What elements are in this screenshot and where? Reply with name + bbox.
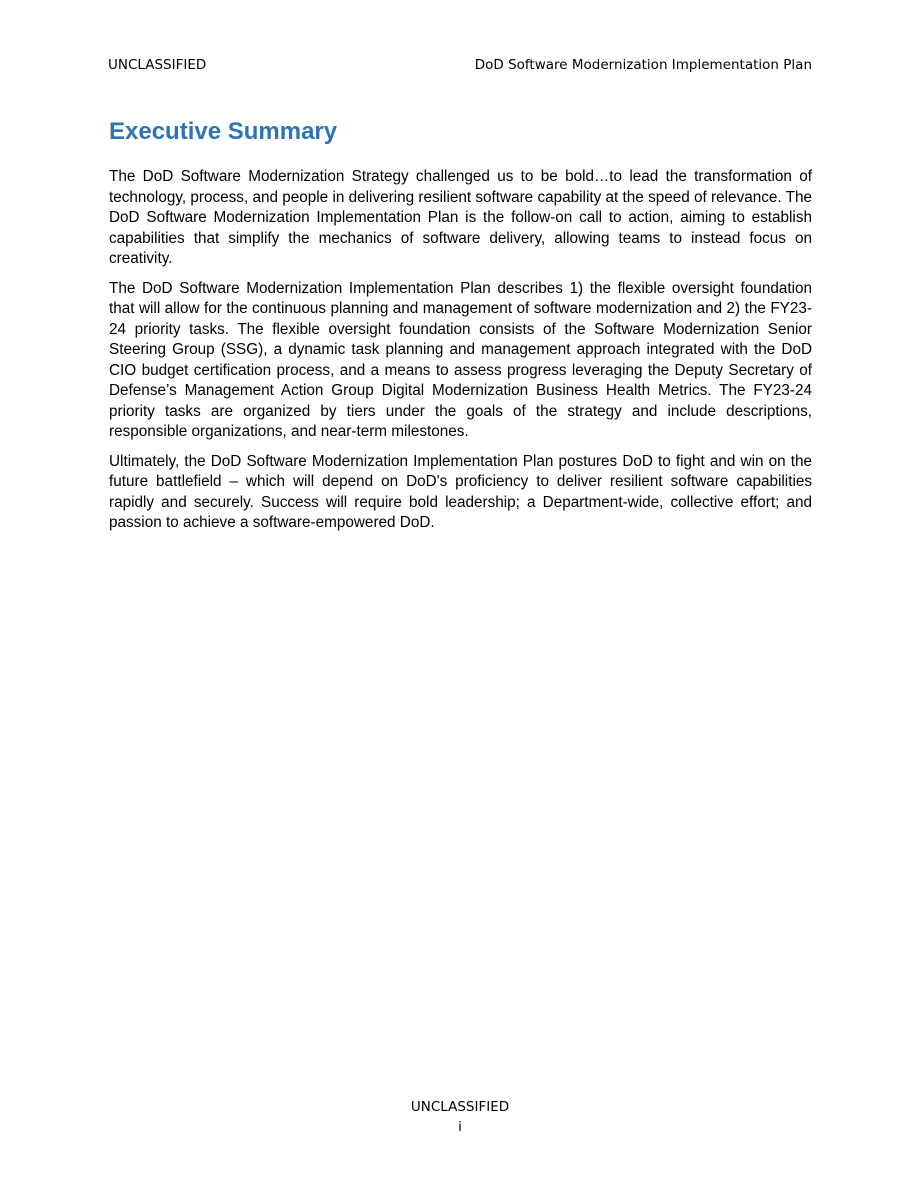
header-classification: UNCLASSIFIED — [108, 57, 207, 73]
running-header — [108, 56, 812, 74]
body-paragraph-3: Ultimately, the DoD Software Modernization Implementation Plan postures DoD to fight and win on the future battlefield – which will depend on DoD's proficiency to deliver resilient software capabilities rapidly and securely. Success will require bold leadership; a Department-wide, collective effort; and passion to achieve a software-empowered DoD. — [109, 452, 812, 531]
section-title: Executive Summary — [109, 118, 338, 145]
footer-classification: UNCLASSIFIED — [410, 1099, 510, 1115]
header-document-title: DoD Software Modernization Implementation Plan — [474, 57, 812, 73]
body-paragraph-1: The DoD Software Modernization Strategy challenged us to be bold…to lead the transformation of technology, process, and people in delivering resilient software capability at the speed of relevance. The DoD Software Modernization Implementation Plan is the follow-on call to action, aiming to establish capabilities that simplify the mechanics of software delivery, allowing teams to instead focus on creativity. — [109, 168, 812, 267]
page-number: i — [458, 1119, 462, 1135]
body-paragraph-2: The DoD Software Modernization Implementation Plan describes 1) the flexible oversight foundation that will allow for the continuous planning and management of software modernization and 2) the FY23-24 priority tasks. The flexible oversight foundation consists of the Software Modernization Senior Steering Group (SSG), a dynamic task planning and management approach integrated with the DoD CIO budget certification process, and a means to assess progress leveraging the Deputy Secretary of Defense’s Management Action Group Digital Modernization Business Health Metrics. The FY23-24 priority tasks are organized by tiers under the goals of the strategy and include descriptions, responsible organizations, and near-term milestones. — [109, 279, 812, 440]
running-footer — [0, 1097, 920, 1137]
page-content — [109, 115, 812, 543]
